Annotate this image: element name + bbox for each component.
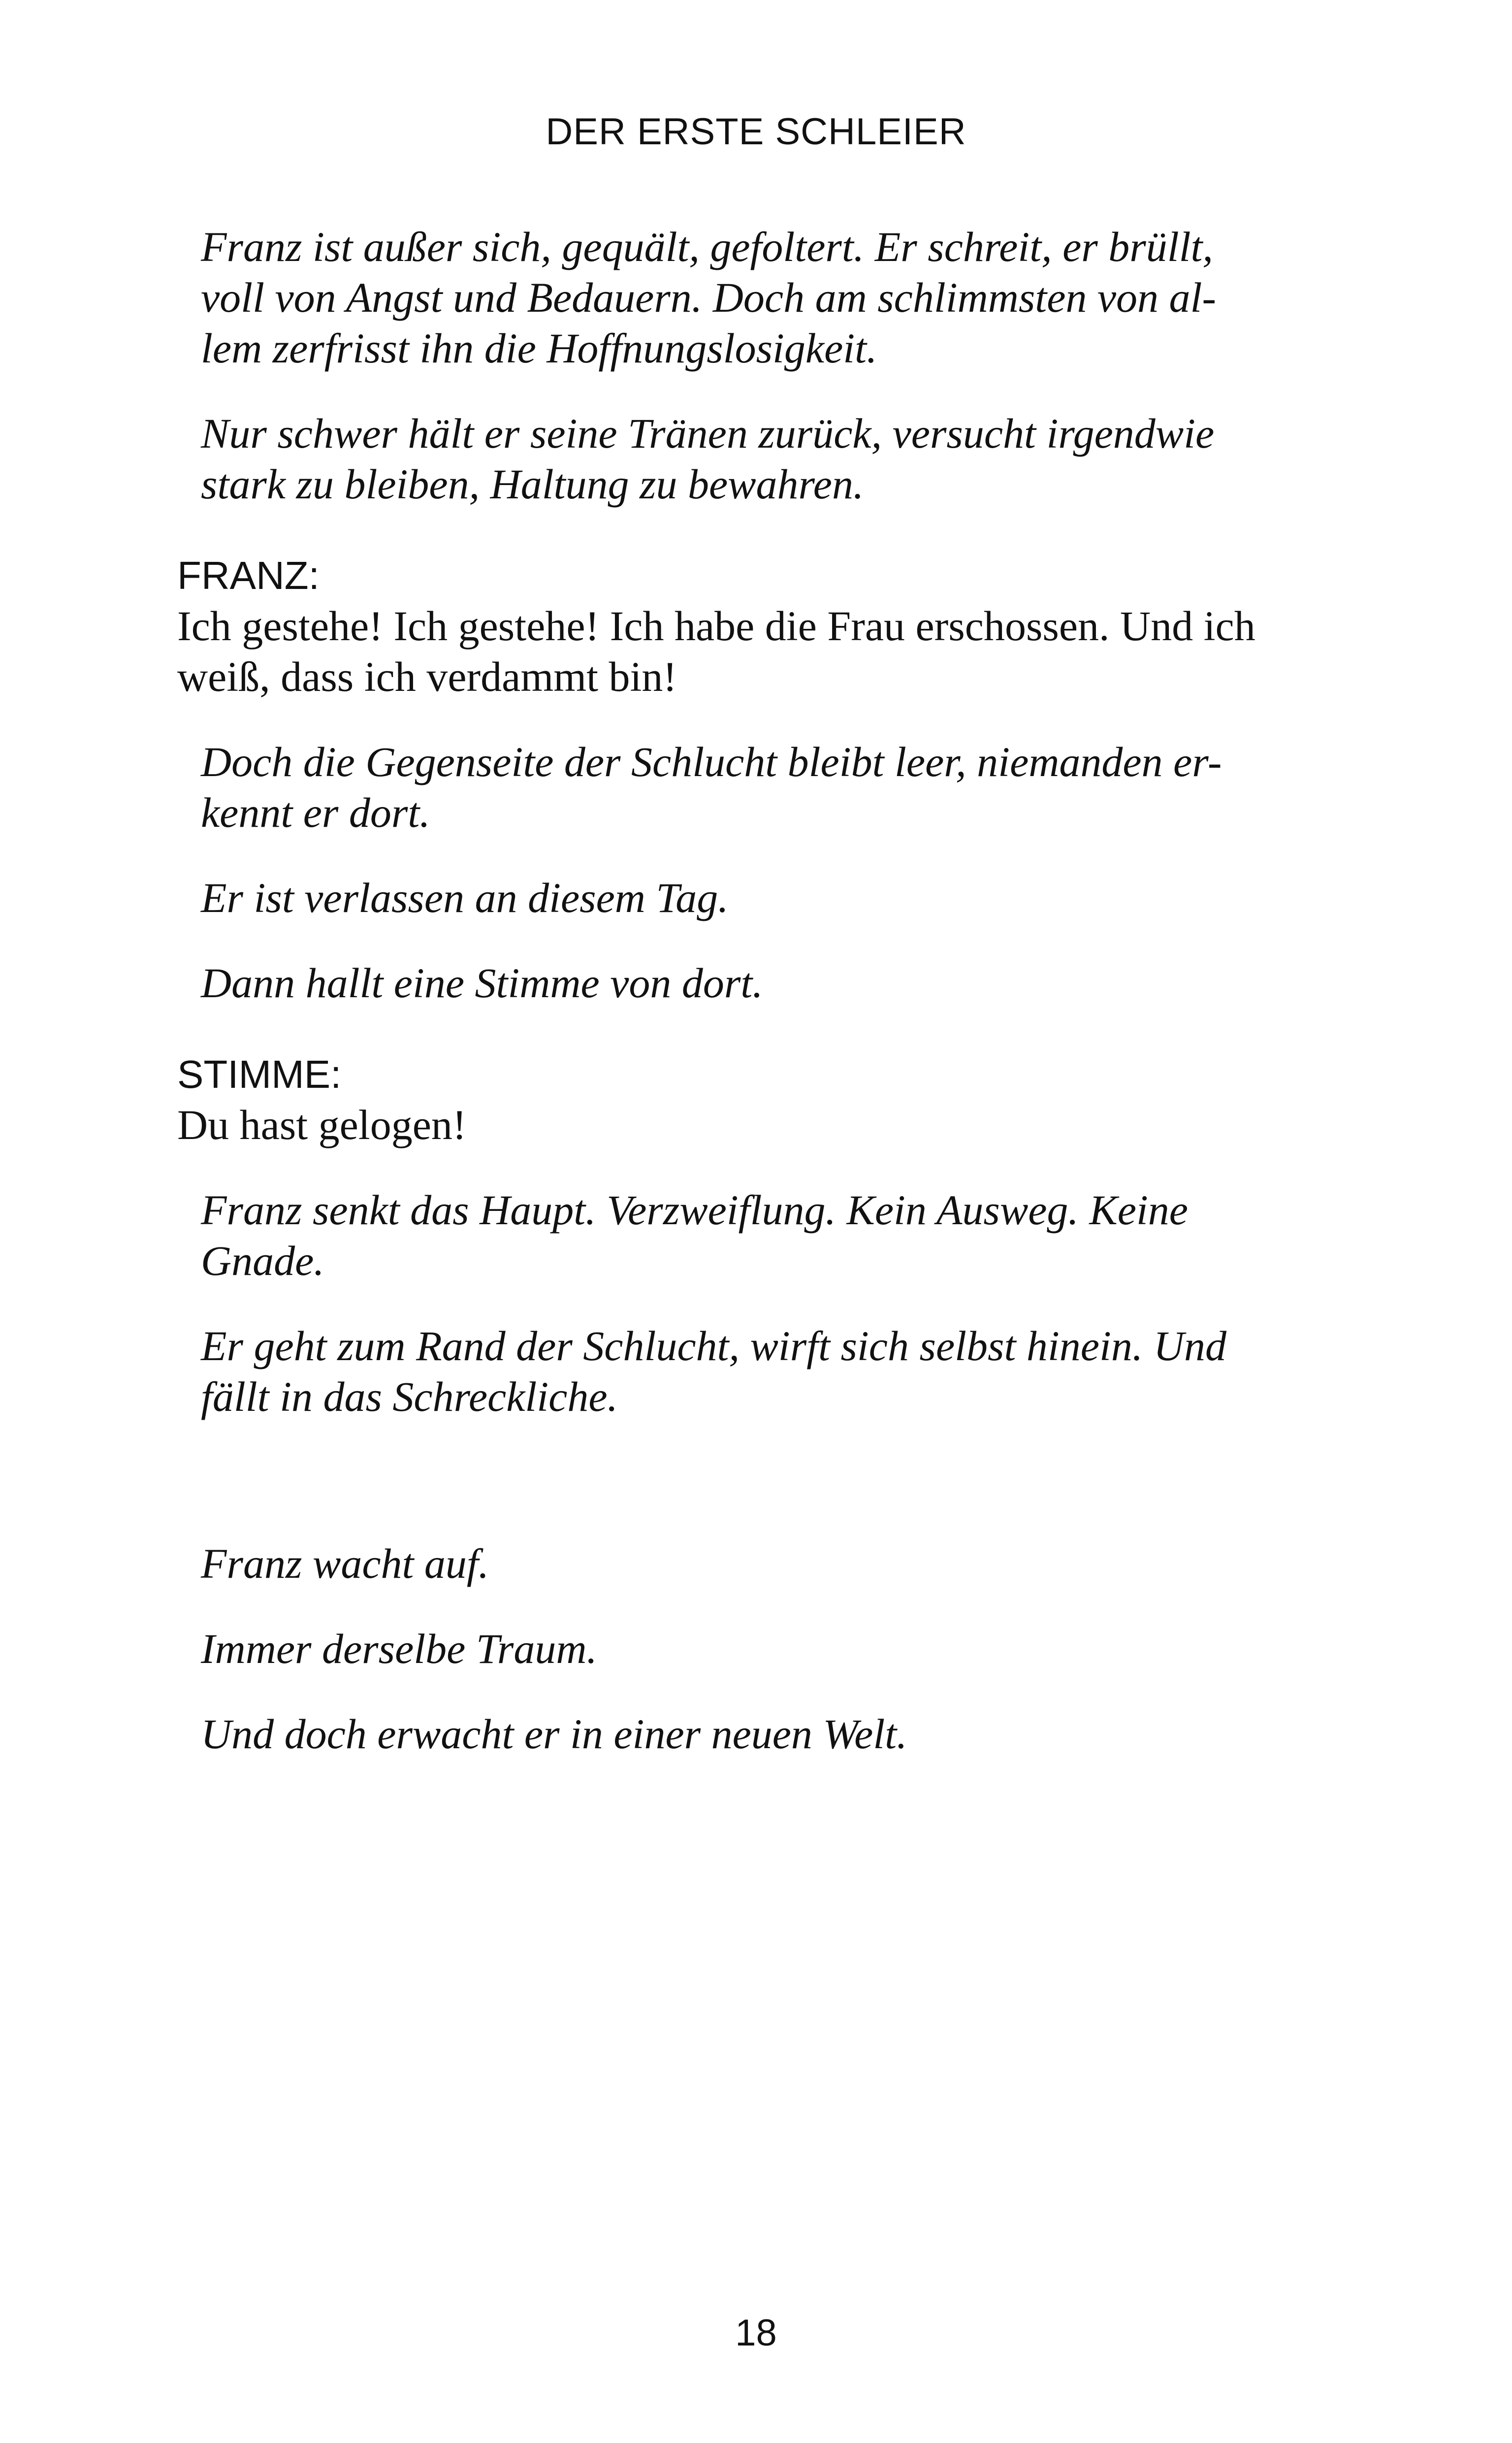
stage-direction [201,873,1297,923]
text-line: Er geht zum Rand der Schlucht, wirft sich selbst hinein. Und [201,1322,1226,1369]
stage-direction [201,1709,1297,1759]
text-line: Immer derselbe Traum. [201,1625,597,1672]
text-line: voll von Angst und Bedauern. Doch am schlimmsten von al- [201,274,1217,321]
stage-direction [201,958,1297,1009]
speaker-label: FRANZ: [177,554,320,597]
page-number: 18 [735,2312,777,2354]
speaker-label: STIMME: [177,1052,342,1096]
stage-direction [201,1538,1297,1589]
stage-direction [201,1624,1297,1674]
text-line: Franz wacht auf. [201,1540,489,1587]
text-line: Franz senkt das Haupt. Verzweiflung. Kein Ausweg. Keine [201,1186,1188,1234]
stage-direction [201,737,1297,838]
stage-direction [201,1185,1297,1286]
text-line: lem zerfrisst ihn die Hoffnungslosigkeit. [201,325,877,372]
text-line: kennt er dort. [201,789,430,836]
text-line: stark zu bleiben, Haltung zu bewahren. [201,460,864,508]
dialogue-text [177,601,1297,702]
text-line: weiß, dass ich verdammt bin! [177,653,677,700]
dialogue-text [177,1100,1297,1150]
text-line: Er ist verlassen an diesem Tag. [201,874,729,921]
text-line: Ich gestehe! Ich gestehe! Ich habe die Frau erschossen. Und ich [177,602,1255,650]
text-line: Du hast gelogen! [177,1101,467,1148]
text-line: Franz ist außer sich, gequält, gefoltert. Er schreit, er brüllt, [201,223,1213,270]
text-line: Doch die Gegenseite der Schlucht bleibt leer, niemanden er- [201,738,1222,785]
text-line: Nur schwer hält er seine Tränen zurück, versucht irgendwie [201,410,1215,457]
text-line: Dann hallt eine Stimme von dort. [201,959,763,1007]
text-line: fällt in das Schreckliche. [201,1373,618,1420]
running-header: DER ERSTE SCHLEIER [546,111,966,153]
text-line: Gnade. [201,1237,324,1284]
page-body [177,222,1297,1759]
text-line: Und doch erwacht er in einer neuen Welt. [201,1710,907,1758]
stage-direction [201,1321,1297,1422]
stage-direction [201,408,1297,510]
stage-direction [201,222,1297,374]
